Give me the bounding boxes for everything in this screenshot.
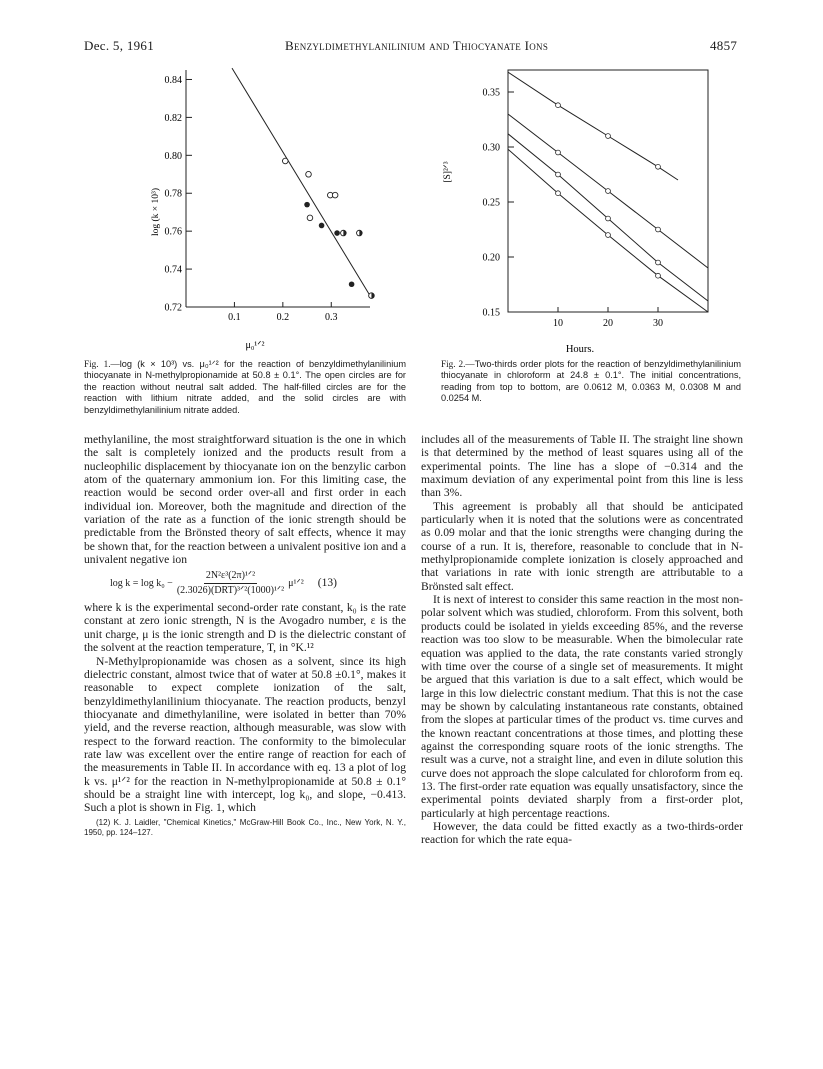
fig1-x-tick-label: 0.3 — [325, 312, 338, 323]
fig1-fit-line — [232, 68, 370, 296]
fig1-x-tick-label: 0.1 — [228, 312, 241, 323]
right-paragraph-2: This agreement is probably all that should be anticipated particularly when it is noted that the solutions were as concentrated as 0.09 molar and that the ionic strengths were changing during the course of a run. It is, therefore, reasonable to conclude that in N-methylpropionamide complete ionization is closely approached and that variations in rate with ionic strength are attributable to a Brönsted salt effect. — [421, 499, 743, 593]
eq-fraction — [177, 569, 284, 597]
figure-1-chart — [132, 62, 382, 352]
fig2-y-tick-label: 0.15 — [482, 307, 500, 319]
left-column — [84, 433, 406, 838]
fig2-data-point — [606, 189, 611, 194]
figure-2-chart — [440, 62, 720, 362]
fig1-open-circle-point — [332, 192, 338, 198]
fig1-y-title: log (k × 10³) — [151, 187, 161, 237]
header-title: Benzyldimethylanilinium and Thiocyanate Ions — [285, 38, 549, 53]
fig2-y-tick-label: 0.20 — [482, 252, 500, 264]
fig2-series-line — [508, 72, 678, 180]
fig2-caption-lead: Fig. 2.— — [441, 359, 475, 369]
fig1-solid-circle-point — [334, 230, 340, 236]
footnote-12: (12) K. J. Laidler, "Chemical Kinetics," McGraw-Hill Book Co., Inc., New York, N. Y., 1950, pp. 124–127. — [84, 817, 406, 837]
fig1-y-tick-label: 0.78 — [164, 188, 182, 200]
fig1-y-tick-label: 0.82 — [164, 112, 182, 124]
fig1-open-circle-point — [306, 171, 312, 177]
fig1-caption-lead: Fig. 1.— — [84, 359, 120, 369]
fig2-x-tick-label: 20 — [603, 318, 613, 329]
figure-1-caption — [84, 359, 406, 416]
fig1-solid-circle-point — [319, 223, 325, 229]
fig2-x-title: Hours. — [565, 344, 595, 355]
eq-number: (13) — [317, 576, 337, 589]
fig2-y-tick-label: 0.35 — [482, 87, 500, 99]
eq-denominator: (2.3026)(DRT)³ᐟ²(1000)¹ᐟ² — [176, 584, 285, 596]
right-paragraph-4: However, the data could be fitted exactly as a two-thirds-order reaction for which the rate equa- — [421, 819, 743, 847]
fig2-series-line — [508, 149, 708, 312]
left-paragraph-1: methylaniline, the most straightforward situation is the one in which the salt is completely ionized and the products result from a nucleophilic displacement by thiocyanate ion on the benzylic carbon atom of the quaternary ammonium ion. For this limiting case, the reaction would be second order over-all and first order in each individual ion. Moreover, both the magnitude and direction of the variation of the rate as a function of the ionic strength should be predictable from the Brönsted theory of salt effects, whence it may be shown that, for the reaction between a univalent positive ion and a univalent negative ion — [84, 433, 406, 567]
eq-numerator: 2N²ε³(2π)¹ᐟ² — [204, 569, 257, 583]
fig1-open-circle-point — [307, 215, 313, 221]
fig1-open-circle-point — [282, 158, 288, 164]
fig2-y-tick-label: 0.30 — [482, 142, 500, 154]
fig1-y-tick-label: 0.74 — [164, 264, 182, 276]
fig1-y-tick-label: 0.84 — [164, 74, 182, 86]
fig1-solid-circle-point — [304, 202, 310, 208]
fig2-data-point — [656, 227, 661, 232]
fig1-solid-circle-point — [349, 281, 355, 287]
fig2-data-point — [656, 273, 661, 278]
right-column — [421, 433, 743, 847]
fig2-x-tick-label: 30 — [653, 318, 663, 329]
header-date: Dec. 5, 1961 — [84, 38, 155, 53]
fig2-data-point — [556, 172, 561, 177]
eq-rhs: μ¹ᐟ² — [288, 577, 304, 589]
right-paragraph-1: includes all of the measurements of Table II. The straight line shown is that determined by the method of least squares using all of the experimental points. The line has a slope of −0.314 and the maximum deviation of any experimental point from this line is less than 3%. — [421, 433, 743, 500]
fig1-y-tick-label: 0.80 — [164, 150, 182, 162]
fig2-data-point — [606, 134, 611, 139]
fig1-y-tick-label: 0.72 — [164, 302, 182, 314]
fig2-data-point — [656, 260, 661, 265]
left-paragraph-2: where k is the experimental second-order rate constant, k₀ is the rate constant at zero ionic strength, N is the Avogadro number, ε is the unit charge, μ is the ionic strength and D is the dielectric constant of the solvent at the reaction temperature, T, in °K.¹² — [84, 601, 406, 655]
fig2-data-point — [606, 233, 611, 238]
fig1-x-tick-label: 0.2 — [276, 312, 290, 323]
fig2-y-tick-label: 0.25 — [482, 197, 500, 209]
eq-lhs: log k = log k₀ − — [110, 577, 173, 589]
fig2-y-title: [S]²ᐟ³ — [443, 161, 453, 183]
fig1-caption-text: log (k × 10³) vs. μ₀¹ᐟ² for the reaction of benzyldimethylanilinium thiocyanate in N-methylpropionamide at 50.8 ± 0.1°. The open circles are for the reaction without neutral salt added. The half-filled circles are for the reaction with lithium nitrate added, and the solid circles are with benzyldimethylanilinium nitrate added. — [84, 359, 406, 415]
fig2-x-tick-label: 10 — [553, 318, 563, 329]
fig1-y-tick-label: 0.76 — [164, 226, 182, 238]
fig1-x-title: μ₀¹ᐟ² — [245, 340, 265, 351]
equation-13 — [84, 569, 406, 597]
right-paragraph-3: It is next of interest to consider this same reaction in the most non-polar solvent which was studied, chloroform. From this solvent, both products could be isolated in yields exceeding 85%, and the reverse reaction was too slow to be measurable. When the bimolecular rate equation was applied to the data, the rate constants varied strongly with time over the course of a single set of measurements. It might be argued that this variation is due to a salt effect, which would be large in this low dielectric constant medium. That this is not the case may be shown by calculating instantaneous rate constants, obtained from the slopes at particular times of the product vs. time curves and the known reactant concentrations at those times, and plotting these against the corresponding square roots of the ionic strengths. The result was a curve, not a straight line, and even in dilute solution this curve does not approach the slope calculated for chloroform from eq. 13. The first-order rate equation was equally unsatisfactory, since the experimental points deviated sharply from a first-order plot, particularly at high percentage reactions. — [421, 593, 743, 820]
fig2-data-point — [556, 103, 561, 108]
fig2-data-point — [556, 191, 561, 196]
fig2-data-point — [606, 216, 611, 221]
fig2-caption-text: Two-thirds order plots for the reaction of benzyldimethylanilinium thiocyanate in chloroform at 24.8 ± 0.1°. The initial concentrations, reading from top to bottom, are 0.0612 M, 0.0363 M, 0.0308 M and 0.0254 M. — [441, 359, 741, 404]
figure-2-caption — [441, 359, 741, 405]
fig2-data-point — [656, 164, 661, 169]
left-paragraph-3: N-Methylpropionamide was chosen as a solvent, since its high dielectric constant, almost twice that of water at 50.8 ±0.1°, makes it reasonable to expect complete ionization of the salt, benzyldimethylanilinium thiocyanate. The reaction products, benzyl thiocyanate and dimethylaniline, were isolated in better than 70% yield, and the reverse reaction, although measurable, was slow with respect to the forward reaction. The conformity to the bimolecular rate law was excellent over the entire range of reaction for each of the measurements in Table II. In accordance with eq. 13 a plot of log k vs. μ¹ᐟ² for the reaction in N-methylpropionamide at 50.8 ± 0.1° should be a straight line with intercept, log k₀, and slope, −0.413. Such a plot is shown in Fig. 1, which — [84, 654, 406, 815]
header-page: 4857 — [710, 38, 738, 53]
fig2-data-point — [556, 150, 561, 155]
